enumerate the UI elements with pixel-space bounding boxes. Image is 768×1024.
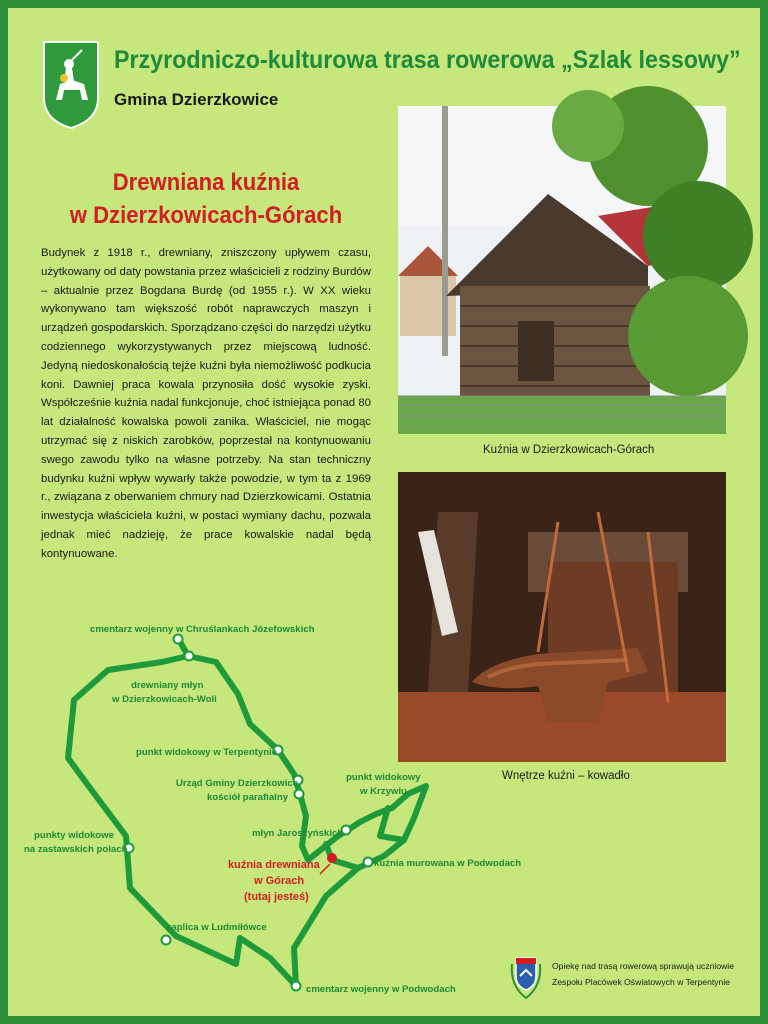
stop-podwody-cmentarz [292, 982, 301, 991]
footer-note [552, 958, 734, 990]
municipality-name: Gmina Dzierzkowice [114, 90, 279, 109]
article-title [38, 166, 374, 232]
label-podwody-cmentarz: cmentarz wojenny w Podwodach [306, 984, 456, 995]
article-title-line-1: Drewniana kuźnia [112, 169, 300, 196]
stop-chruslanki [174, 635, 183, 644]
label-kosciol: kościół parafialny [207, 792, 289, 803]
label-mlyn-wola-1: drewniany młyn [131, 680, 204, 691]
board-title: Przyrodniczo-kulturowa trasa rowerowa „Szlak lessowy” [114, 46, 741, 74]
photo-caption-exterior: Kuźnia w Dzierzkowicach-Górach [483, 444, 655, 456]
label-podwody-kuznia: kuźnia murowana w Podwodach [374, 858, 522, 869]
route-map [8, 608, 522, 1008]
footer-line-2: Zespołu Placówek Oświatowych w Terpentynie [552, 977, 731, 987]
label-terpentyna: punkt widokowy w Terpentynie [136, 747, 278, 758]
label-mlyn-wola-2: w Dzierzkowicach-Woli [112, 694, 217, 705]
label-ludmilowka: kaplica w Ludmiłówce [166, 922, 267, 933]
article-body: Budynek z 1918 r., drewniany, zniszczony upływem czasu, użytkowany od daty powstania przez właścicieli z rodziny Burdów – aktualnie przez Bogdana Burdę (od 1955 r.). W XX wieku wykonywano tam większość robót naprawczych maszyn i urządzeń gospodarskich. Sporządzano części do narzędzi użytku codziennego wykorzystywanych przez miejscową ludność. Jedyną niedoskonałością tejże kuźni była niemożliwość podkucia koni. Dawniej praca kowala przynosiła dość wysokie zyski. Współcześnie kuźnia nadal funkcjonuje, choć istniejąca ponad 80 lat działalność kowalska powoli zanika. Właściciel, nie mogąc utrzymać się z niskich zarobków, poprzestał na kontynuowaniu swego zawodu tylko na własne potrzeby. Na stan techniczny budynku kuźni wpływ wywarły także powodzie, w tym ta z 1969 r., związana z oberwaniem chmury nad Dzierzkowicami. Ostatnia inwestycja właściciela kuźni, w postaci wymiany dachu, pozwala jednak mieć nadzieję, że prace kowalskie nadal będą kontynuowane. [41, 247, 371, 560]
label-zastawie-1: punkty widokowe [34, 830, 114, 841]
coat-of-arms-icon [42, 40, 100, 130]
label-zastawie-2: na zastawskich polach [24, 844, 128, 855]
label-chruslanki: cmentarz wojenny w Chruślankach Józefowskich [90, 624, 315, 635]
label-kuznia-2: w Górach [254, 875, 305, 887]
stop-podwody-kuznia [364, 858, 373, 867]
label-krzywie-1: punkt widokowy [346, 772, 421, 783]
photo-caption-interior: Wnętrze kuźni – kowadło [502, 770, 630, 782]
label-urzad: Urząd Gminy Dzierzkowice [176, 778, 299, 789]
label-kuznia-3: (tutaj jesteś) [244, 891, 309, 903]
forge-exterior-photo [398, 106, 726, 434]
stop-mlyn-wola [185, 652, 194, 661]
you-are-here-marker [327, 853, 337, 863]
information-board [8, 8, 760, 1016]
school-emblem-icon [506, 950, 546, 1002]
footer-line-1: Opiekę nad trasą rowerową sprawują uczniowie [552, 961, 734, 971]
label-kuznia-1: kuźnia drewniana [228, 859, 320, 871]
label-krzywie-2: w Krzywiu [360, 786, 407, 797]
stop-ludmilowka [162, 936, 171, 945]
label-jaroszynski: młyn Jaroszyńskich [252, 828, 344, 839]
article-title-line-2: w Dzierzkowicach-Górach [69, 202, 343, 229]
stop-kosciol [295, 790, 304, 799]
